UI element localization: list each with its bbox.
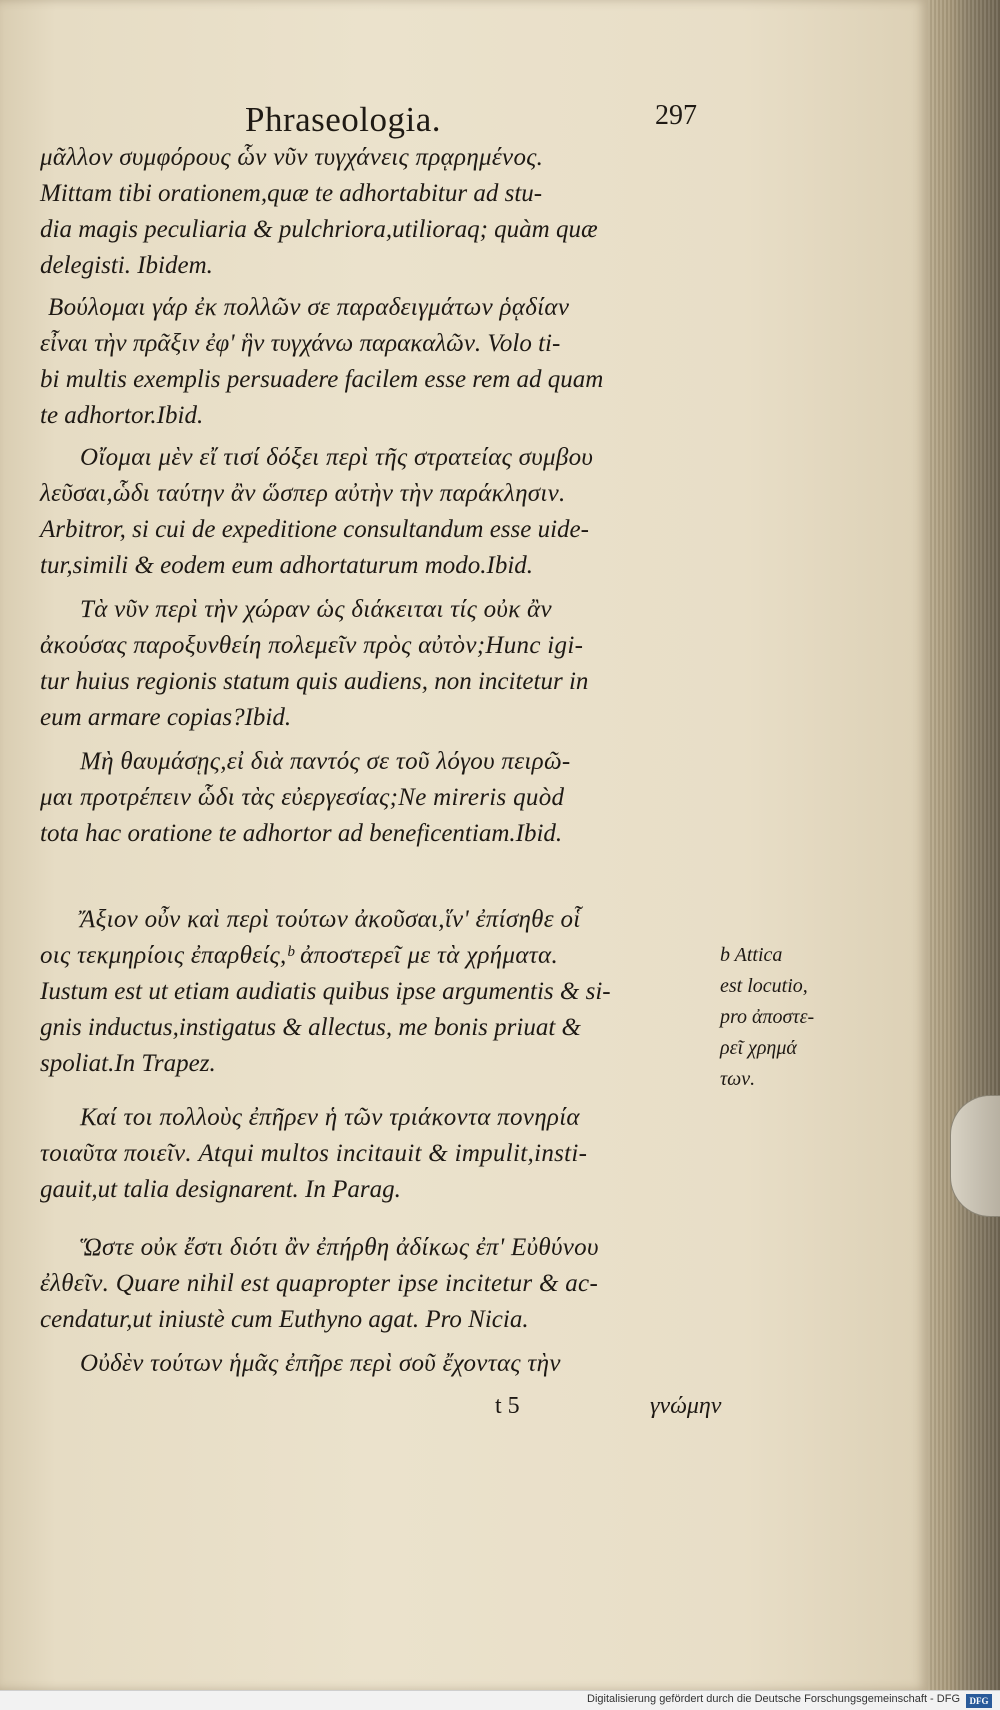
text-line: Καί τοι πολλοὺς ἐπῆρεν ἡ τῶν τριάκοντα πονηρία: [80, 1104, 580, 1131]
text-line: dia magis peculiaria & pulchriora,utilioraq; quàm quæ: [40, 216, 598, 243]
binding-clip: [950, 1095, 1000, 1217]
text-line: spoliat.In Trapez.: [40, 1050, 216, 1077]
text-line: μαι προτρέπειν ὧδι τὰς εὐεργεσίας;Ne mireris quòd: [40, 784, 565, 811]
text-line: μᾶλλον συμφόρους ὧν νῦν τυγχάνεις πρᾳρημένος.: [40, 144, 544, 171]
text-line: Οἴομαι μὲν εἴ τισί δόξει περὶ τῆς στρατείας συμβου: [80, 444, 594, 471]
text-line: Μὴ θαυμάσῃς,εἰ διὰ παντός σε τοῦ λόγου πειρῶ-: [80, 748, 571, 775]
text-line: λεῦσαι,ὧδι ταύτην ἂν ὥσπερ αὐτὴν τὴν παράκλησιν.: [40, 480, 566, 507]
text-line: delegisti. Ibidem.: [40, 252, 213, 279]
text-line: Ὥστε οὐκ ἔστι διότι ἂν ἐπήρθη ἀδίκως ἐπ' Εὐθύνου: [80, 1234, 599, 1261]
text-line: te adhortor.Ibid.: [40, 402, 204, 429]
page-number: 297: [655, 100, 697, 131]
text-line: Iustum est ut etiam audiatis quibus ipse argumentis & si-: [40, 978, 611, 1005]
text-line: Βούλομαι γάρ ἐκ πολλῶν σε παραδειγμάτων ῥᾳδίαν: [48, 294, 570, 321]
text-line: Ἄξιον οὖν καὶ περὶ τούτων ἀκοῦσαι,ἵν' ἐπίσηθε οἷ: [80, 906, 581, 933]
text-line: τοιαῦτα ποιεῖν. Atqui multos incitauit & impulit,insti-: [40, 1140, 588, 1167]
digitization-notice: Digitalisierung gefördert durch die Deutsche Forschungsgemeinschaft - DFG: [587, 1693, 960, 1705]
dfg-logo-icon: DFG: [966, 1694, 992, 1708]
page-edges: [928, 0, 1000, 1690]
running-head: Phraseologia.: [245, 100, 442, 139]
margin-note-line: των.: [720, 1068, 756, 1090]
catchword: γνώμην: [650, 1393, 722, 1419]
text-line: ἀκούσας παροξυνθείη πολεμεῖν πρὸς αὐτὸν;Hunc igi-: [40, 632, 584, 659]
text-line: bi multis exemplis persuadere facilem esse rem ad quam: [40, 366, 604, 393]
text-line: cendatur,ut iniustè cum Euthyno agat. Pro Nicia.: [40, 1306, 529, 1333]
text-line: Οὐδὲν τούτων ἡμᾶς ἐπῆρε περὶ σοῦ ἔχοντας τὴν: [80, 1350, 561, 1377]
text-line: Τὰ νῦν περὶ τὴν χώραν ὡς διάκειται τίς οὐκ ἂν: [80, 596, 552, 623]
text-line: οις τεκμηρίοις ἐπαρθείς,ᵇ ἀποστερεῖ με τὰ χρήματα.: [40, 942, 559, 969]
margin-note-line: ρεῖ χρημά: [720, 1037, 797, 1059]
margin-note-line: b Attica: [720, 944, 783, 966]
margin-note-line: pro ἀποστε-: [720, 1006, 815, 1028]
text-line: Mittam tibi orationem,quæ te adhortabitur ad stu-: [40, 180, 543, 207]
text-line: tur,simili & eodem eum adhortaturum modo.Ibid.: [40, 552, 534, 579]
signature-mark: t 5: [495, 1393, 520, 1419]
text-line: ἐλθεῖν. Quare nihil est quapropter ipse incitetur & ac-: [40, 1270, 599, 1297]
text-line: tota hac oratione te adhortor ad beneficentiam.Ibid.: [40, 820, 563, 847]
text-line: Arbitror, si cui de expeditione consultandum esse uide-: [40, 516, 589, 543]
text-line: eum armare copias?Ibid.: [40, 704, 292, 731]
text-line: εἶναι τὴν πρᾶξιν ἐφ' ἣν τυγχάνω παρακαλῶν. Volo ti-: [40, 330, 561, 357]
text-line: gauit,ut talia designarent. In Parag.: [40, 1176, 401, 1203]
margin-note: [720, 940, 840, 1095]
digitization-footer: [0, 1690, 1000, 1710]
margin-note-line: est locutio,: [720, 975, 808, 997]
text-line: gnis inductus,instigatus & allectus, me bonis priuat &: [40, 1014, 581, 1041]
text-line: tur huius regionis statum quis audiens, non incitetur in: [40, 668, 589, 695]
